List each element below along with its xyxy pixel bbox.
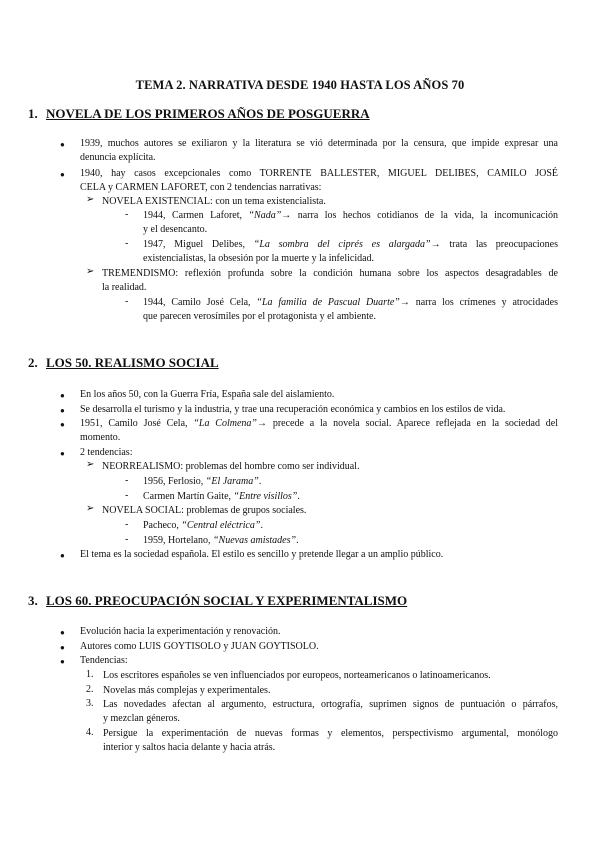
text: 1959, Hortelano, [143,535,213,546]
work-title: “La sombra del ciprés es alargada” [253,239,431,250]
s1-t2-item-1-line-1 [143,296,558,309]
s1-t1-item-1-line-2: y el desencanto. [143,224,208,235]
s3-ordered-item-4-line-2: interior y saltos hacia delante y hacia atrás. [103,742,276,753]
work-title: “Central eléctrica” [181,520,261,531]
s3-bullet-3: Tendencias: [80,655,128,666]
s1-bullet-2-line-2: CELA y CARMEN LAFORET, con 2 tendencias narrativas: [80,182,322,193]
section-number: 2. [28,355,38,370]
s3-ordered-item-4-line-1: Persigue la experimentación de nuevas formas y elementos, perspectivismo argumental, monólogo [103,728,558,739]
s2-t2-item-1 [143,519,263,532]
work-title: “La Colmena” [193,418,257,429]
bullet-icon: ● [60,551,65,560]
text: → narra los hechos cotidianos de la vida, la incomunicación [281,210,558,221]
s3-bullet-1: Evolución hacia la experimentación y renovación. [80,626,281,637]
text: 1947, Miguel Delibes, [143,239,254,250]
list-number: 4. [86,727,94,738]
arrow-icon: ➢ [86,194,95,205]
s2-bullet-4: 2 tendencias: [80,447,133,458]
dash-icon: - [125,519,129,530]
s2-tendency-2: NOVELA SOCIAL: problemas de grupos sociales. [102,505,307,516]
work-title: “La familia de Pascual Duarte” [256,297,400,308]
s3-bullet-2: Autores como LUIS GOYTISOLO y JUAN GOYTISOLO. [80,641,319,652]
s1-bullet-1-line-1: 1939, muchos autores se exiliaron y la literatura se vió determinada por la censura, que impide expresar una [80,138,558,149]
text: → narra los crímenes y atrocidades [399,297,558,308]
dash-icon: - [125,296,129,307]
work-title: “Entre visillos” [233,491,298,502]
bullet-icon: ● [60,449,65,458]
bullet-icon: ● [60,643,65,652]
text: . [297,491,300,502]
list-number: 2. [86,684,94,695]
s2-bullet-1: En los años 50, con la Guerra Fría, España sale del aislamiento. [80,389,335,400]
bullet-icon: ● [60,170,65,179]
s1-tendency-2-line-1: TREMENDISMO: reflexión profunda sobre la condición humana sobre los aspectos desagradables de [102,268,558,279]
bullet-icon: ● [60,628,65,637]
s3-ordered-item-3-line-2: y mezclan géneros. [103,713,180,724]
dash-icon: - [125,475,129,486]
s2-bullet-2: Se desarrolla el turismo y la industria, y trae una recuperación económica y cambios en los estilos de vida. [80,404,506,415]
s1-t1-item-1-line-1 [143,209,558,222]
text: 1951, Camilo José Cela, [80,418,194,429]
section-title: LOS 50. REALISMO SOCIAL [46,355,219,370]
text: → trata las preocupaciones [430,239,558,250]
text: . [296,535,299,546]
s2-bullet-5: El tema es la sociedad española. El estilo es sencillo y pretende llegar a un amplio público. [80,549,444,560]
text: . [258,476,262,487]
bullet-icon: ● [60,420,65,429]
bullet-icon: ● [60,657,65,666]
list-number: 1. [86,669,94,680]
s3-ordered-item-2: Novelas más complejas y experimentales. [103,685,271,696]
text: Carmen Martín Gaite, [143,491,234,502]
s2-t1-item-1 [143,475,261,488]
list-number: 3. [86,698,94,709]
section-1-heading [28,106,370,122]
s1-t1-item-2-line-1 [143,238,558,251]
s3-ordered-item-1: Los escritores españoles se ven influenciados por europeos, norteamericanos o latinoamericanos. [103,670,491,681]
s2-bullet-3-line-2: momento. [80,432,121,443]
dash-icon: - [125,534,129,545]
s1-t1-item-2-line-2: existencialistas, la obsesión por la muerte y la infelicidad. [143,253,375,264]
arrow-icon: ➢ [86,503,95,514]
arrow-icon: ➢ [86,459,95,470]
bullet-icon: ● [60,406,65,415]
s2-t2-item-2 [143,534,299,547]
dash-icon: - [125,490,129,501]
s1-bullet-2-line-1: 1940, hay casos excepcionales como TORRENTE BALLESTER, MIGUEL DELIBES, CAMILO JOSÉ [80,168,558,179]
s2-tendency-1: NEORREALISMO: problemas del hombre como ser individual. [102,461,360,472]
text: → precede a la novela social. Aparece reflejada en la sociedad del [256,418,558,429]
bullet-icon: ● [60,391,65,400]
section-title: LOS 60. PREOCUPACIÓN SOCIAL Y EXPERIMENTALISMO [46,593,408,608]
text: Pacheco, [143,520,182,531]
text: 1944, Carmen Laforet, [143,210,249,221]
text: 1956, Ferlosio, [143,476,206,487]
arrow-icon: ➢ [86,266,95,277]
work-title: “El Jarama” [205,476,259,487]
page-title: TEMA 2. NARRATIVA DESDE 1940 HASTA LOS AÑOS 70 [135,78,465,92]
section-title: NOVELA DE LOS PRIMEROS AÑOS DE POSGUERRA [46,106,370,121]
dash-icon: - [125,238,129,249]
section-number: 3. [28,593,38,608]
bullet-icon: ● [60,140,65,149]
s2-t1-item-2 [143,490,300,503]
s1-t2-item-1-line-2: que parecen verosímiles por el protagonista y el ambiente. [143,311,376,322]
s1-tendency-2-line-2: la realidad. [102,282,147,293]
dash-icon: - [125,209,129,220]
section-3-heading [28,593,407,609]
text: . [260,520,263,531]
section-2-heading [28,355,219,371]
text: 1944, Camilo José Cela, [143,297,257,308]
s2-bullet-3-line-1 [80,417,558,430]
work-title: “Nada” [248,210,282,221]
section-number: 1. [28,106,38,121]
s1-bullet-1-line-2: denuncia explícita. [80,152,156,163]
work-title: “Nuevas amistades” [213,535,297,546]
s1-tendency-1: NOVELA EXISTENCIAL: con un tema existencialista. [102,196,326,207]
s3-ordered-item-3-line-1: Las novedades afectan al argumento, estructura, ortografía, suprimen signos de puntuación o párrafos, [103,699,558,710]
